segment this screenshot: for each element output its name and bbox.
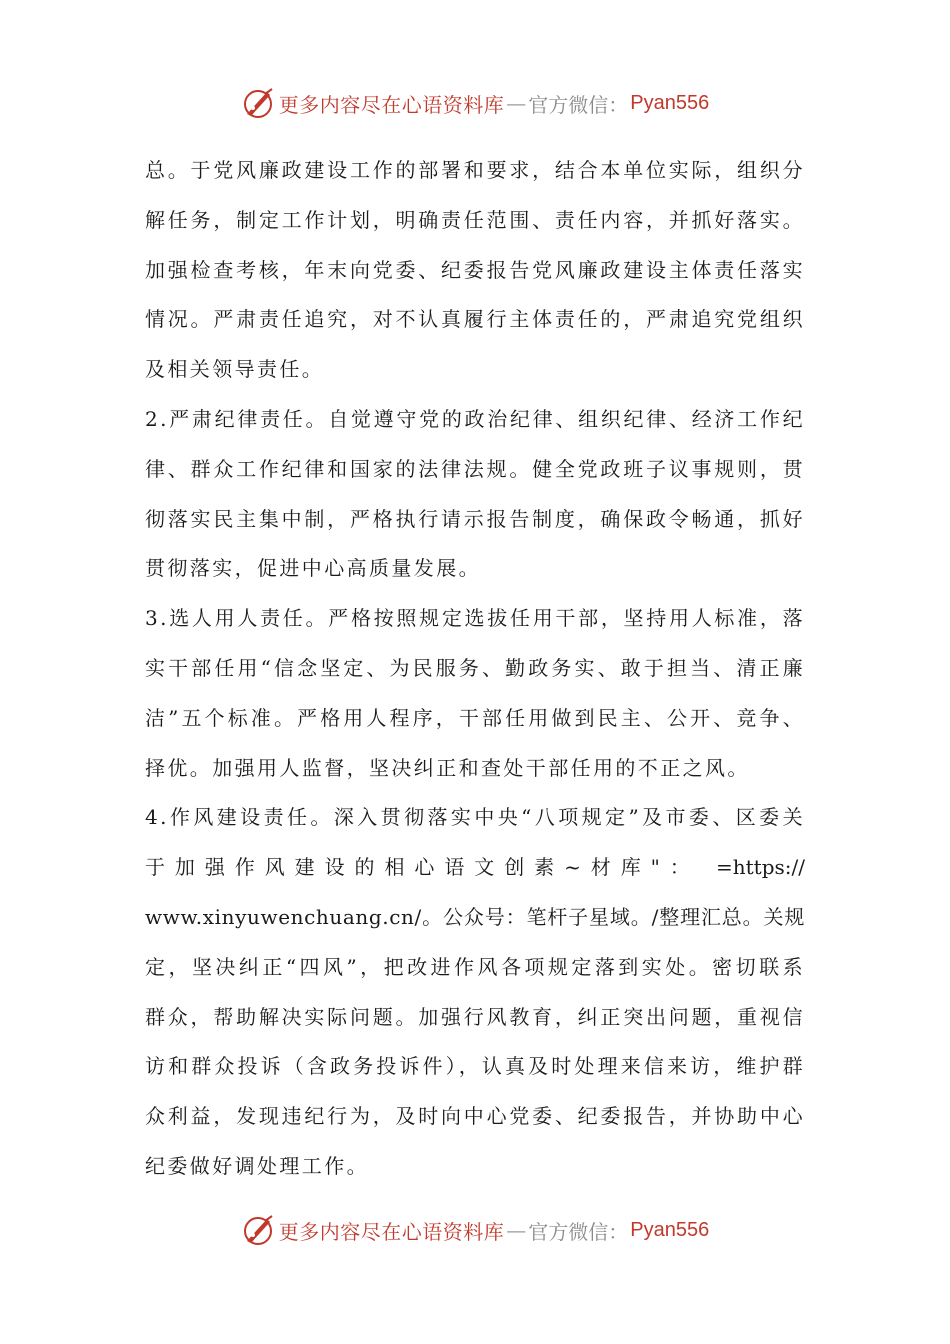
text-line: 纪委做好调处理工作。 [145, 1153, 369, 1178]
document-body [145, 146, 805, 1192]
text-line: 实干部任用“信念坚定、为民服务、勤政务实、敢于担当、清正廉 [145, 655, 805, 680]
text-line: www.xinyuwenchuang.cn/。公众号：笔杆子星域。/整理汇总。关规 [145, 904, 805, 929]
banner-text: 更多内容尽在心语资料库 [278, 1219, 505, 1244]
text-line: 情况。严肃责任追究，对不认真履行主体责任的，严肃追究党组织 [145, 307, 805, 332]
banner-wechat-label: 官方微信： [528, 1219, 629, 1244]
text-line: 解任务，制定工作计划，明确责任范围、责任内容，并抓好落实。 [145, 207, 805, 232]
banner-wechat-id: Pyan556 [630, 1218, 710, 1241]
text-line: 众利益，发现违纪行为，及时向中心党委、纪委报告，并协助中心 [145, 1104, 805, 1129]
text-line: 择优。加强用人监督，坚决纠正和查处干部任用的不正之风。 [145, 755, 750, 780]
text-line: 及相关领导责任。 [145, 357, 325, 382]
header-banner [0, 83, 950, 123]
banner-wechat-id: Pyan556 [630, 91, 710, 114]
text-line: 洁”五个标准。严格用人程序，干部任用做到民主、公开、竞争、 [145, 705, 805, 730]
text-line: 定，坚决纠正“四风”，把改进作风各项规定落到实处。密切联系 [145, 954, 805, 979]
text-line: 于加强作风建设的相心语文创素~材库"： =https:// [145, 855, 805, 880]
text-line: 3.选人用人责任。严格按照规定选拔任用干部，坚持用人标准，落 [145, 606, 805, 631]
text-line: 贯彻落实，促进中心高质量发展。 [145, 556, 481, 581]
text-line: 加强检查考核，年末向党委、纪委报告党风廉政建设主体责任落实 [145, 257, 805, 282]
text-line: 访和群众投诉（含政务投诉件），认真及时处理来信来访，维护群 [145, 1054, 805, 1079]
text-line: 群众，帮助解决实际问题。加强行风教育，纠正突出问题，重视信 [145, 1004, 805, 1029]
text-line: 2.严肃纪律责任。自觉遵守党的政治纪律、组织纪律、经济工作纪 [145, 406, 805, 431]
banner-wechat-label: 官方微信： [528, 92, 629, 117]
quill-logo-icon [241, 1213, 275, 1247]
text-line: 彻落实民主集中制，严格执行请示报告制度，确保政令畅通，抓好 [145, 506, 805, 531]
footer-banner [0, 1210, 950, 1250]
text-line: 律、群众工作纪律和国家的法律法规。健全党政班子议事规则，贯 [145, 456, 805, 481]
quill-logo-icon [241, 86, 275, 120]
text-line: 总。于党风廉政建设工作的部署和要求，结合本单位实际，组织分 [145, 158, 805, 182]
banner-separator: — [506, 1218, 527, 1242]
banner-text: 更多内容尽在心语资料库 [278, 92, 505, 117]
text-line: 4.作风建设责任。深入贯彻落实中央“八项规定”及市委、区委关 [145, 805, 805, 830]
banner-separator: — [506, 91, 527, 115]
